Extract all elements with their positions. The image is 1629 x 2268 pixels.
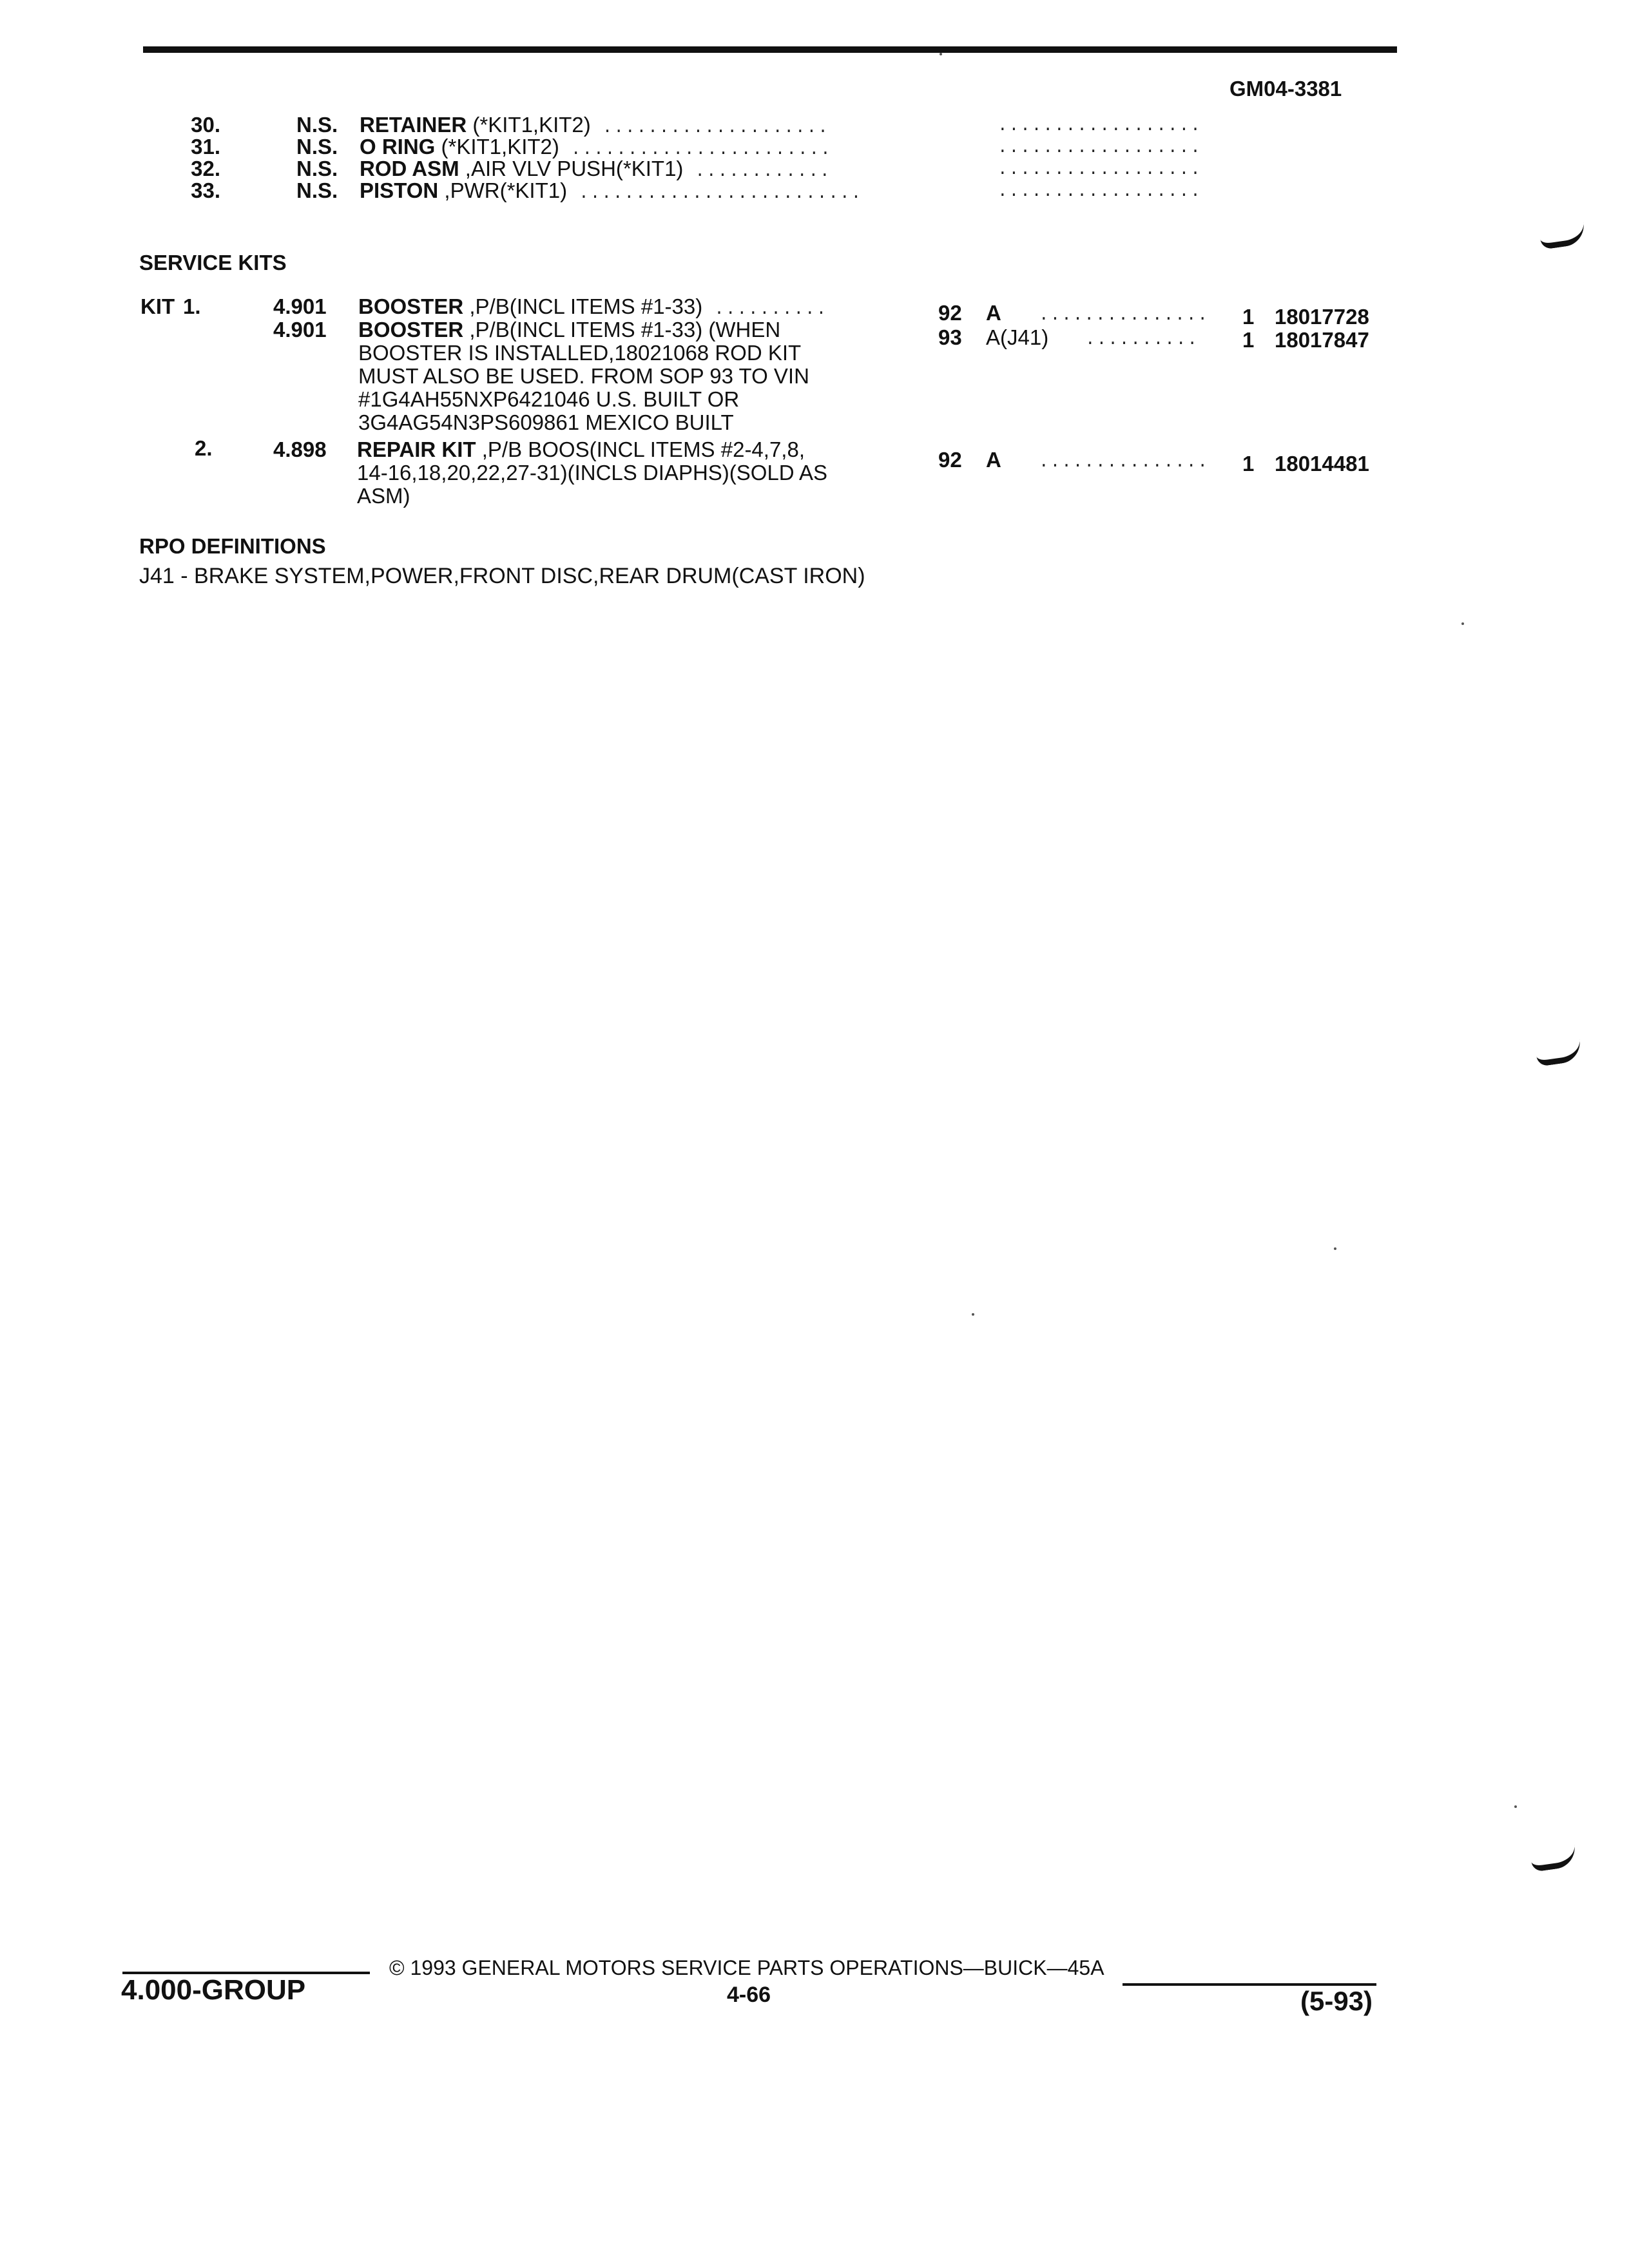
scan-speck [940,53,942,55]
code-dots: ............... [1039,305,1210,325]
kit-detail-line: ,P/B(INCL ITEMS #1-33) (WHEN [463,318,781,341]
group-number: 4.898 [273,437,327,461]
leader-dots: .................... [602,118,829,137]
kit-description [358,318,780,341]
part-name: RETAINER [360,113,467,137]
kit-description [358,295,827,321]
part-detail: ,PWR(*KIT1) [438,178,568,202]
code-dots: .................. [998,182,1202,201]
part-name: PISTON [360,178,439,202]
part-detail: (*KIT1,KIT2) [467,113,591,137]
part-detail: (*KIT1,KIT2) [435,135,559,159]
kit-name: REPAIR KIT [357,437,476,461]
part-name: ROD ASM [360,157,459,180]
part-number: 18017728 [1275,305,1369,329]
not-serviced-flag: N.S. [296,135,338,159]
footer-group: 4.000-GROUP [121,1974,306,2006]
quantity: 1 [1242,305,1255,329]
kit-number: 2. [195,436,213,460]
binder-mark [1535,1039,1583,1066]
document-id: GM04-3381 [1229,77,1342,101]
footer-page-number: 4-66 [727,1983,771,2007]
kit-detail-line: 14-16,18,20,22,27-31)(INCLS DIAPHS)(SOLD AS [357,461,828,485]
kit-description [357,438,805,461]
kit-detail-line: ASM) [357,484,410,508]
kit-name: BOOSTER [358,318,464,341]
leader-dots: ............ [695,162,831,181]
leader-dots: ....................... [570,140,832,159]
kit-detail-line: ,P/B(INCL ITEMS #1-33) [463,294,703,318]
not-serviced-flag: N.S. [296,157,338,180]
code-dots: .................. [998,160,1202,179]
kit-detail-line: BOOSTER IS INSTALLED,18021068 ROD KIT [358,341,802,365]
usage-code: A(J41) [986,325,1049,349]
scan-speck [1461,622,1464,625]
footer-date: (5-93) [1300,1986,1373,2016]
not-serviced-flag: N.S. [296,178,338,202]
kit-detail-line: #1G4AH55NXP6421046 U.S. BUILT OR [358,387,740,411]
kit-detail-line: 3G4AG54N3PS609861 MEXICO BUILT [358,410,734,434]
group-number: 4.901 [273,318,327,341]
leader-dots: .......... [714,300,828,319]
code-dots: .......... [1085,330,1199,349]
part-number: 33. [191,178,220,202]
model-year: 92 [938,448,962,472]
rpo-heading: RPO DEFINITIONS [139,534,326,558]
model-year: 93 [938,325,962,349]
binder-mark [1530,1845,1577,1872]
code-dots: .................. [998,138,1202,157]
not-serviced-flag: N.S. [296,113,338,137]
usage-code: A [986,448,1001,472]
code-dots: ............... [1039,452,1210,472]
part-name: O RING [360,135,436,159]
usage-code: A [986,301,1001,325]
rpo-definition: J41 - BRAKE SYSTEM,POWER,FRONT DISC,REAR DRUM(CAST IRON) [139,564,865,588]
kit-detail-line: MUST ALSO BE USED. FROM SOP 93 TO VIN [358,364,809,388]
header-rule [143,46,1397,53]
binder-mark [1539,222,1586,249]
part-description [360,179,862,205]
part-number: 31. [191,135,220,159]
kit-label: KIT [140,294,175,318]
leader-dots: ......................... [579,184,863,203]
part-number: 18014481 [1275,452,1369,476]
part-number: 18017847 [1275,328,1369,352]
part-number: 32. [191,157,220,180]
scan-speck [1514,1805,1517,1808]
code-dots: .................. [998,116,1202,135]
quantity: 1 [1242,328,1255,352]
part-number: 30. [191,113,220,137]
kit-number: 1. [183,294,201,318]
part-detail: ,AIR VLV PUSH(*KIT1) [459,157,684,180]
scan-speck [972,1313,974,1316]
scan-speck [1334,1247,1336,1250]
model-year: 92 [938,301,962,325]
footer-copyright: © 1993 GENERAL MOTORS SERVICE PARTS OPERATIONS—BUICK—45A [389,1956,1104,1979]
kit-detail-line: ,P/B BOOS(INCL ITEMS #2-4,7,8, [476,437,805,461]
group-number: 4.901 [273,294,327,318]
kit-name: BOOSTER [358,294,464,318]
service-kits-heading: SERVICE KITS [139,251,287,274]
quantity: 1 [1242,452,1255,476]
